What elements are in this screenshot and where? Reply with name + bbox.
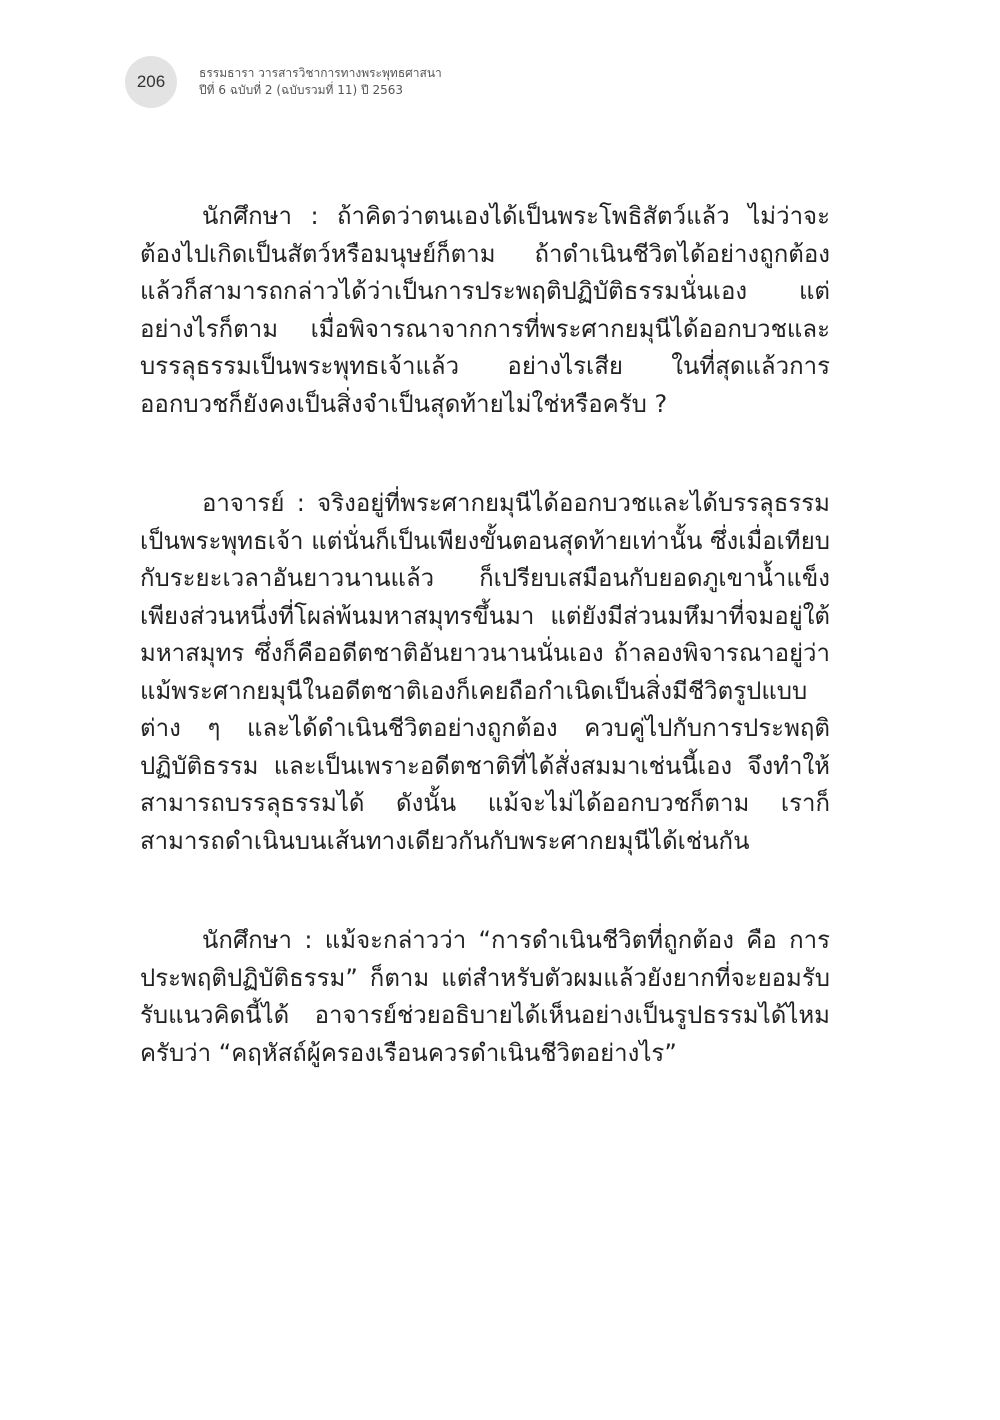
paragraph-teacher-answer: อาจารย์ : จริงอยู่ที่พระศากยมุนีได้ออกบวชและได้บรรลุธรรมเป็นพระพุทธเจ้า แต่นั่นก็เป็นเพียงขั้นตอนสุดท้ายเท่านั้น ซึ่งเมื่อเทียบกับระยะเวลาอันยาวนานแล้ว ก็เปรียบเสมือนกับยอดภูเขาน้ำแข็งเพียงส่วนหนึ่งที่โผล่พ้นมหาสมุทรขึ้นมา แต่ยังมีส่วนมหึมาที่จมอยู่ใต้มหาสมุทร ซึ่งก็คืออดีตชาติอันยาวนานนั่นเอง ถ้าลองพิจารณาอยู่ว่า แม้พระศากยมุนีในอดีตชาติเองก็เคยถือกำเนิดเป็นสิ่งมีชีวิตรูปแบบต่าง ๆ และได้ดำเนินชีวิตอย่างถูกต้อง ควบคู่ไปกับการประพฤติปฏิบัติธรรม และเป็นเพราะอดีตชาติที่ได้สั่งสมมาเช่นนี้เอง จึงทำให้สามารถบรรลุธรรมได้ ดังนั้น แม้จะไม่ได้ออกบวชก็ตาม เราก็สามารถดำเนินบนเส้นทางเดียวกันกับพระศากยมุนีได้เช่นกัน (140, 489, 830, 855)
running-header (199, 65, 442, 99)
paragraph-student-question: นักศึกษา : ถ้าคิดว่าตนเองได้เป็นพระโพธิสัตว์แล้ว ไม่ว่าจะต้องไปเกิดเป็นสัตว์หรือมนุษย์ก็ตาม ถ้าดำเนินชีวิตได้อย่างถูกต้องแล้วก็สามารถกล่าวได้ว่าเป็นการประพฤติปฏิบัติธรรมนั่นเอง แต่อย่างไรก็ตาม เมื่อพิจารณาจากการที่พระศากยมุนีได้ออกบวชและบรรลุธรรมเป็นพระพุทธเจ้าแล้ว อย่างไรเสีย ในที่สุดแล้วการออกบวชก็ยังคงเป็นสิ่งจำเป็นสุดท้ายไม่ใช่หรือครับ ? (140, 202, 830, 418)
issue-info: ปีที่ 6 ฉบับที่ 2 (ฉบับรวมที่ 11) ปี 2563 (199, 83, 404, 97)
journal-title: ธรรมธารา วารสารวิชาการทางพระพุทธศาสนา (199, 66, 442, 80)
page-number: 206 (136, 72, 166, 91)
paragraph-student-followup: นักศึกษา : แม้จะกล่าวว่า “การดำเนินชีวิตที่ถูกต้อง คือ การประพฤติปฏิบัติธรรม” ก็ตาม แต่สำหรับตัวผมแล้วยังยากที่จะยอมรับรับแนวคิดนี้ได้ อาจารย์ช่วยอธิบายได้เห็นอย่างเป็นรูปธรรมได้ไหมครับว่า “คฤหัสถ์ผู้ครองเรือนควรดำเนินชีวิตอย่างไร” (140, 926, 830, 1067)
page-number-badge (125, 56, 177, 108)
page-header (125, 56, 442, 108)
body-text (140, 198, 830, 1134)
